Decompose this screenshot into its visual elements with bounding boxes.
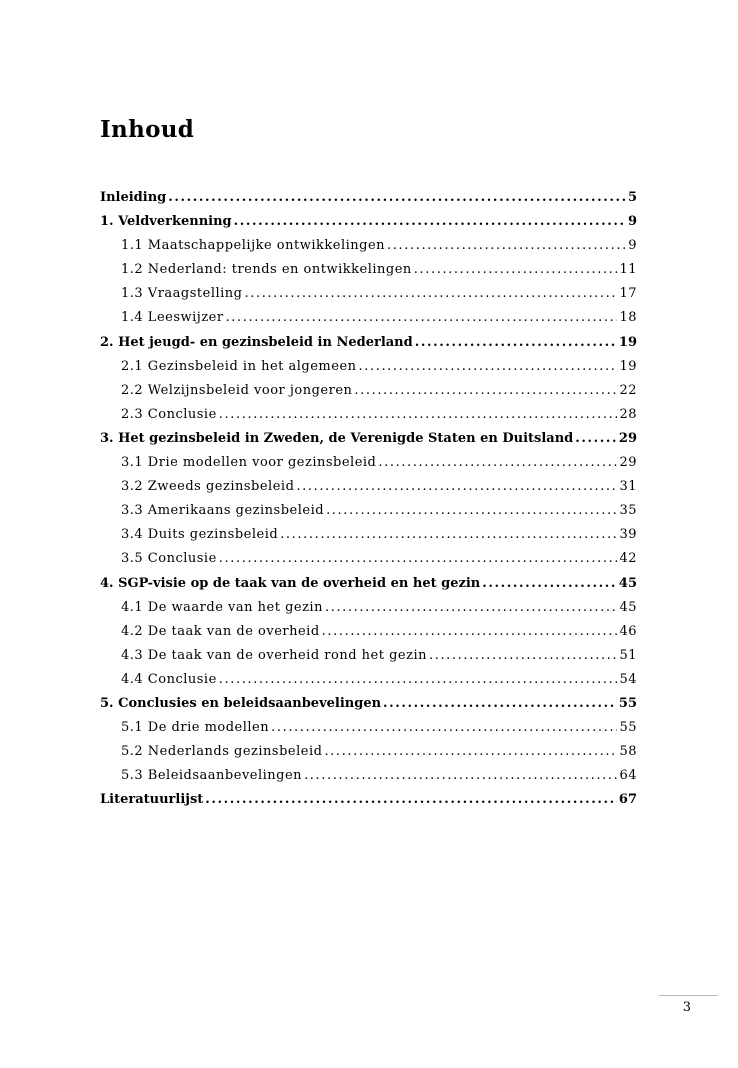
toc-leader-dots — [414, 262, 618, 277]
toc-entry[interactable] — [100, 335, 637, 359]
toc-entry-label: 2.3 Conclusie — [121, 406, 217, 422]
toc-entry-label: 4.1 De waarde van het gezin — [121, 599, 323, 615]
toc-entry[interactable] — [100, 286, 637, 310]
toc-entry-label: 4. SGP-visie op de taak van de overheid en het gezin — [100, 575, 481, 591]
toc-leader-dots — [354, 383, 617, 398]
toc-entry-label: 1. Veldverkenning — [100, 214, 232, 230]
toc-entry-page: 11 — [619, 262, 637, 278]
toc-entry-page: 58 — [619, 744, 637, 760]
toc-entry-page: 55 — [619, 720, 637, 736]
toc-entry-page: 31 — [619, 479, 637, 495]
toc-entry[interactable] — [100, 310, 637, 334]
toc-entry-label: 5. Conclusies en beleidsaanbevelingen — [100, 695, 382, 711]
toc-leader-dots — [415, 335, 617, 350]
table-of-contents — [100, 190, 637, 816]
toc-leader-dots — [245, 286, 618, 301]
toc-entry-label: 3.4 Duits gezinsbeleid — [121, 527, 279, 543]
toc-leader-dots — [280, 527, 617, 542]
toc-leader-dots — [205, 792, 617, 807]
toc-entry-label: 5.1 De drie modellen — [121, 720, 270, 736]
toc-entry[interactable] — [100, 600, 637, 624]
toc-entry[interactable] — [100, 262, 637, 286]
toc-entry[interactable] — [100, 672, 637, 696]
toc-entry[interactable] — [100, 576, 637, 600]
toc-leader-dots — [575, 431, 617, 446]
toc-leader-dots — [234, 214, 626, 229]
toc-entry[interactable] — [100, 190, 637, 214]
toc-entry-page: 29 — [618, 430, 637, 446]
toc-leader-dots — [219, 407, 618, 422]
toc-entry-page: 45 — [619, 599, 637, 615]
toc-entry-page: 42 — [619, 551, 637, 567]
toc-entry-page: 9 — [627, 214, 637, 230]
toc-entry-label: 1.3 Vraagstelling — [121, 286, 243, 302]
toc-entry-page: 64 — [619, 768, 637, 784]
toc-leader-dots — [429, 648, 617, 663]
toc-entry-page: 55 — [618, 695, 637, 711]
toc-leader-dots — [322, 624, 618, 639]
toc-leader-dots — [296, 479, 617, 494]
toc-entry[interactable] — [100, 407, 637, 431]
toc-entry[interactable] — [100, 383, 637, 407]
toc-entry-label: 2.1 Gezinsbeleid in het algemeen — [121, 358, 357, 374]
toc-entry[interactable] — [100, 551, 637, 575]
toc-leader-dots — [359, 359, 618, 374]
toc-entry-page: 22 — [619, 382, 637, 398]
toc-entry-page: 19 — [619, 358, 637, 374]
toc-entry[interactable] — [100, 359, 637, 383]
toc-leader-dots — [326, 503, 617, 518]
toc-entry[interactable] — [100, 768, 637, 792]
toc-leader-dots — [383, 696, 617, 711]
toc-entry-label: 3.1 Drie modellen voor gezinsbeleid — [121, 455, 377, 471]
toc-entry-label: 5.2 Nederlands gezinsbeleid — [121, 744, 323, 760]
toc-entry[interactable] — [100, 479, 637, 503]
toc-entry[interactable] — [100, 431, 637, 455]
toc-entry-label: Literatuurlijst — [100, 792, 204, 808]
footer-divider — [659, 995, 718, 996]
toc-entry[interactable] — [100, 238, 637, 262]
toc-leader-dots — [219, 551, 618, 566]
toc-entry[interactable] — [100, 792, 637, 816]
toc-leader-dots — [324, 744, 617, 759]
toc-entry[interactable] — [100, 624, 637, 648]
page-title: Inhoud — [100, 116, 195, 143]
toc-entry-label: 3. Het gezinsbeleid in Zweden, de Verenigde Staten en Duitsland — [100, 430, 574, 446]
toc-leader-dots — [325, 600, 617, 615]
toc-entry-page: 35 — [619, 503, 637, 519]
toc-entry-page: 28 — [619, 406, 637, 422]
toc-entry-page: 5 — [627, 190, 637, 205]
toc-entry-label: 4.2 De taak van de overheid — [121, 623, 320, 639]
toc-leader-dots — [168, 190, 626, 205]
toc-entry-page: 19 — [618, 334, 637, 350]
toc-entry[interactable] — [100, 744, 637, 768]
toc-leader-dots — [226, 310, 618, 325]
toc-leader-dots — [271, 720, 617, 735]
toc-entry[interactable] — [100, 527, 637, 551]
toc-entry-label: 1.1 Maatschappelijke ontwikkelingen — [121, 238, 386, 254]
toc-entry-label: 3.5 Conclusie — [121, 551, 217, 567]
toc-entry-page: 18 — [619, 310, 637, 326]
toc-entry-page: 17 — [619, 286, 637, 302]
toc-entry[interactable] — [100, 455, 637, 479]
toc-entry[interactable] — [100, 648, 637, 672]
toc-entry-label: 1.4 Leeswijzer — [121, 310, 224, 326]
toc-leader-dots — [482, 576, 617, 591]
toc-entry-label: 3.2 Zweeds gezinsbeleid — [121, 479, 295, 495]
toc-entry[interactable] — [100, 696, 637, 720]
toc-entry-label: 2. Het jeugd- en gezinsbeleid in Nederland — [100, 334, 413, 350]
toc-entry[interactable] — [100, 720, 637, 744]
toc-entry-label: 2.2 Welzijnsbeleid voor jongeren — [121, 382, 353, 398]
toc-entry[interactable] — [100, 503, 637, 527]
toc-entry-page: 9 — [628, 238, 637, 254]
toc-leader-dots — [304, 768, 617, 783]
toc-entry-page: 45 — [618, 575, 637, 591]
toc-entry-page: 67 — [618, 792, 637, 808]
toc-entry-label: 1.2 Nederland: trends en ontwikkelingen — [121, 262, 412, 278]
toc-entry-label: Inleiding — [100, 190, 167, 205]
toc-leader-dots — [378, 455, 617, 470]
toc-entry-page: 54 — [619, 671, 637, 687]
toc-entry-label: 3.3 Amerikaans gezinsbeleid — [121, 503, 325, 519]
toc-entry-label: 4.4 Conclusie — [121, 671, 217, 687]
toc-entry-page: 46 — [619, 623, 637, 639]
toc-entry-page: 39 — [619, 527, 637, 543]
toc-entry-page: 29 — [619, 455, 637, 471]
toc-leader-dots — [387, 238, 626, 253]
toc-entry[interactable] — [100, 214, 637, 238]
toc-entry-page: 51 — [619, 647, 637, 663]
toc-entry-label: 5.3 Beleidsaanbevelingen — [121, 768, 303, 784]
toc-entry-label: 4.3 De taak van de overheid rond het gezin — [121, 647, 427, 663]
page-number: 3 — [682, 1000, 691, 1015]
toc-leader-dots — [219, 672, 618, 687]
